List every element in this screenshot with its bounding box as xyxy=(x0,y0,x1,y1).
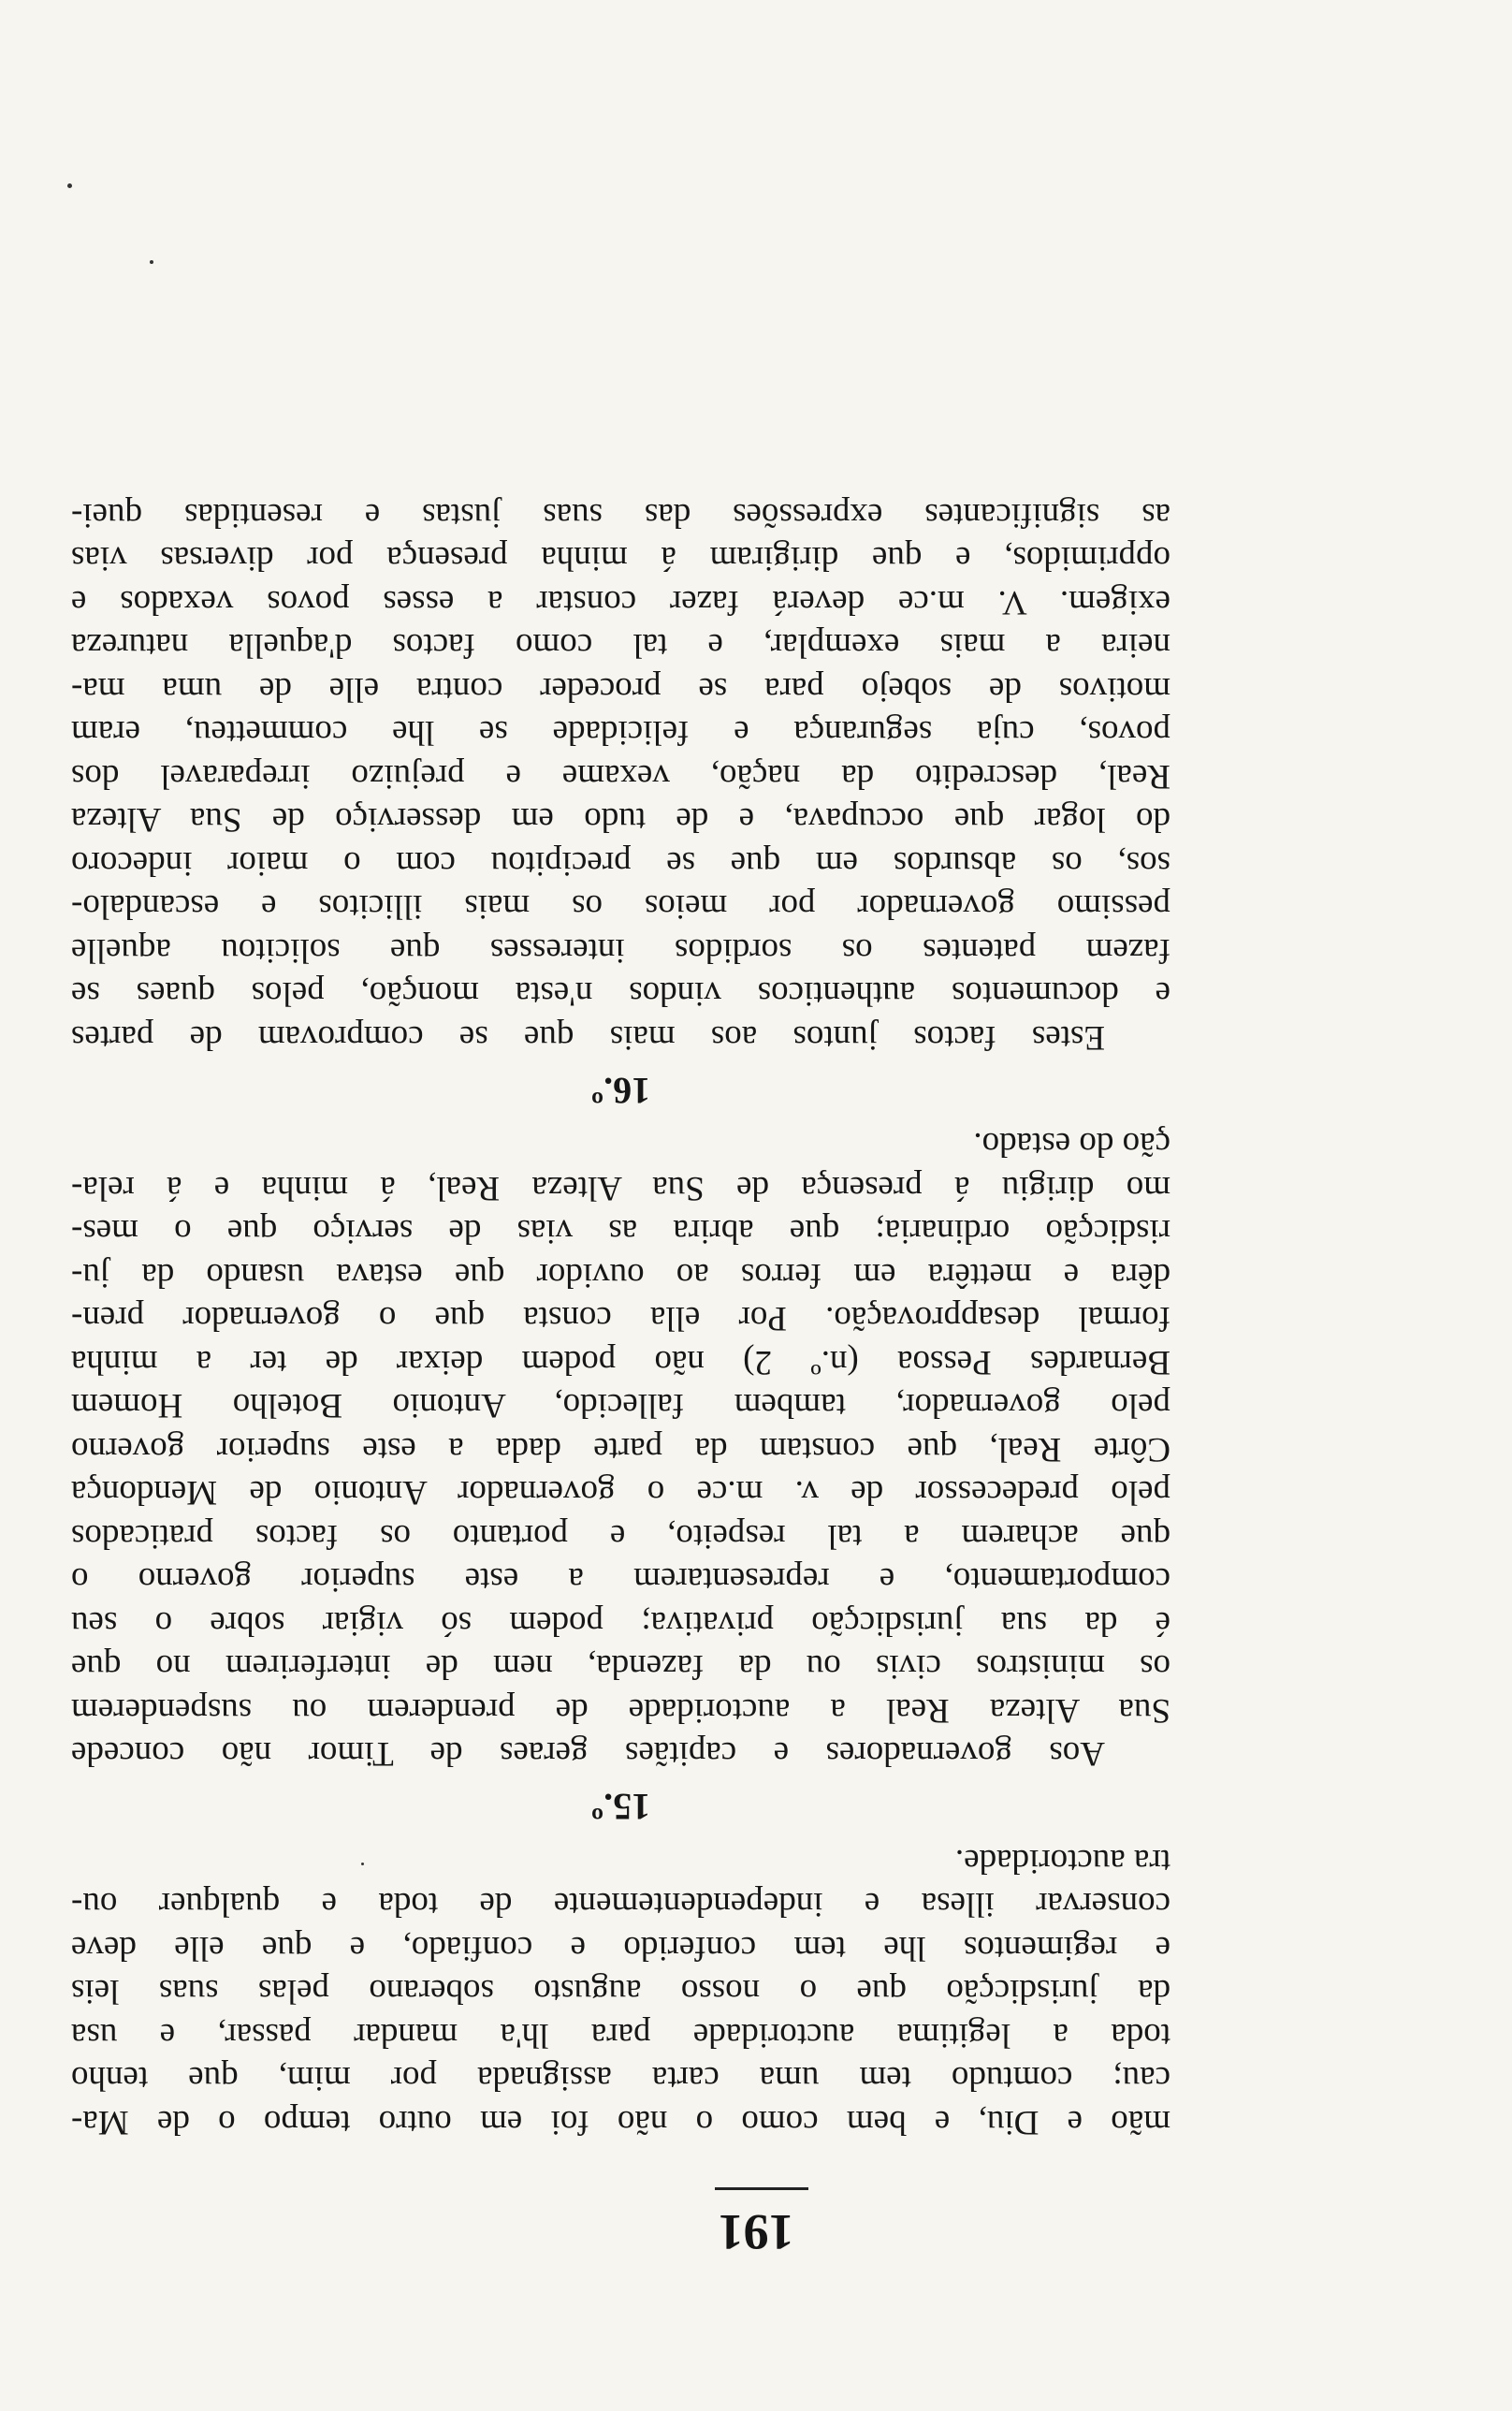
text-line: Real, descredito da nação, vexame e prejuizo irreparavel dos xyxy=(71,757,1170,796)
text-line: comportamento, e representarem a este superior governo o xyxy=(71,1560,1170,1600)
text-line: Côrte Real, que constam da parte dada a este superior governo xyxy=(71,1430,1170,1469)
text-line: tra auctoridade. xyxy=(954,1842,1170,1880)
text-line: pelo predecessor de v. m.ce o governador Antonio de Mendonça xyxy=(71,1473,1170,1512)
page-number: 191 xyxy=(718,2204,794,2260)
text-line: Aos governadores e capitães geraes de Timor não concede xyxy=(71,1734,1105,1774)
text-line: ção do estado. xyxy=(973,1125,1170,1164)
text-line: exigem. V. m.ce deverá fazer constar a esses povos vexados e xyxy=(71,583,1170,621)
text-line: do logar que occupava, e de tudo em desserviço de Sua Alteza xyxy=(71,800,1170,840)
text-line: mo dirigiu á presença de Sua Alteza Real, á minha e á rela- xyxy=(71,1169,1170,1207)
text-line: povos, cuja segurança e felicidade se lhe commetteu, eram xyxy=(71,713,1170,753)
text-line: dêra e mettêra em ferros ao ouvidor que estava usando da ju- xyxy=(71,1256,1170,1294)
text-line: toda a legitima auctoridade para lh'a mandar passar, e usa xyxy=(71,2016,1170,2054)
text-line: Estes factos juntos aos mais que se comprovam de partes xyxy=(71,1018,1105,1057)
text-line: e regimentos lhe tem conferido e confiado, e que elle deve xyxy=(71,1929,1170,1967)
text-line: e documentos authenticos vindos n'esta monção, pelos quaes se xyxy=(71,974,1170,1014)
text-line: pelo governador, tambem fallecido, Antonio Botelho Homem xyxy=(71,1386,1170,1425)
page-text xyxy=(71,493,1170,2144)
text-line: que acharem a tal respeito, e portanto os factos praticados xyxy=(71,1517,1170,1556)
paper-speck xyxy=(67,183,72,188)
text-line: neira a mais exemplar, e tal como factos d'aquella natureza xyxy=(71,626,1170,665)
text-line: da jurisdicção que o nosso augusto soberano pelas suas leis xyxy=(71,1972,1170,2011)
section-heading-16: 16.º xyxy=(590,1070,651,1112)
text-line: cau; comtudo tem uma carta assignada por mim, que tenho xyxy=(71,2059,1170,2098)
paper-speck xyxy=(150,260,153,264)
text-line: sos, os absurdos em que se precipitou com o maior indecoro xyxy=(71,844,1170,883)
text-line: pessimo governador por meios os mais illicitos e escandalo- xyxy=(71,887,1170,927)
paper-speck xyxy=(361,1863,364,1865)
text-line: motivos de sobejo para se proceder contra elle de uma ma- xyxy=(71,670,1170,709)
text-line: opprimidos, e que dirigiram á minha presença por diversas vias xyxy=(71,539,1170,578)
text-line: Sua Alteza Real a auctoridade de prenderem ou suspenderem xyxy=(71,1691,1170,1730)
text-line: é da sua jurisdicção privativa; podem só vigiar sobre o seu xyxy=(71,1604,1170,1643)
text-line: fazem patentes os sordidos interesses que solicitou aquelle xyxy=(71,931,1170,970)
text-line: Bernardes Pessoa (n.º 2) não podem deixar de ter a minha xyxy=(71,1343,1170,1381)
text-line: os ministros civis ou da fazenda, nem de interferirem no que xyxy=(71,1647,1170,1687)
text-line: conservar illesa e independentemente de toda e qualquer ou- xyxy=(71,1885,1170,1924)
text-line: as significantes expressões das suas justas e resentidas quei- xyxy=(71,496,1170,534)
text-line: mão e Diu, e bem como o não foi em outro tempo o de Ma- xyxy=(71,2103,1170,2141)
text-line: risdicção ordinaria; que abrira as vias de serviço que o mes- xyxy=(71,1212,1170,1251)
section-heading-15: 15.º xyxy=(590,1786,651,1829)
text-line: formal desapprovação. Por ella consta que o governador pren- xyxy=(71,1299,1170,1338)
header-rule xyxy=(715,2187,808,2190)
